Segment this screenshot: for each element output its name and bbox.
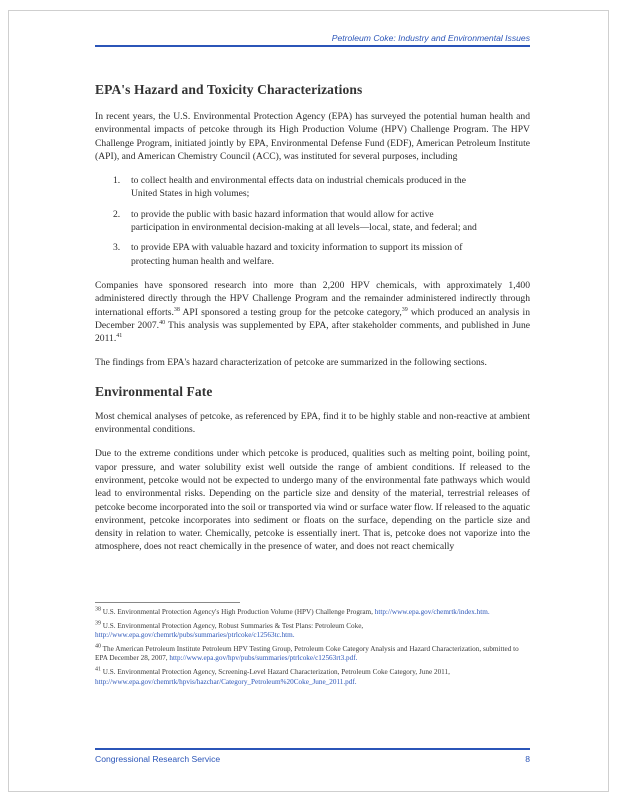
list-item-number: 3.: [113, 242, 121, 254]
footer-organization: Congressional Research Service: [95, 754, 221, 764]
section-heading-hazard: EPA's Hazard and Toxicity Characterizations: [95, 82, 363, 97]
list-item: [113, 208, 530, 235]
paragraph-text: API sponsored a testing group for the petcoke category,: [179, 306, 402, 318]
footnote-link[interactable]: http://www.epa.gov/chemrtk/index.htm.: [374, 608, 490, 616]
footnote-ref[interactable]: 40: [159, 319, 166, 326]
footnotes: [95, 608, 530, 691]
section-heading-environmental-fate: Environmental Fate: [95, 383, 213, 399]
footnote-number: 41: [95, 666, 101, 673]
list-item-number: 1.: [113, 175, 121, 187]
footnote: [95, 622, 530, 641]
footnote-text: U.S. Environmental Protection Agency's High Production Volume (HPV) Challenge Program,: [102, 608, 375, 616]
footnote: [95, 668, 530, 687]
paragraph-text: which produced an analysis in December 2007.: [95, 306, 530, 331]
footnote-number: 39: [95, 620, 101, 627]
footnote: [95, 608, 530, 618]
intro-paragraph: In recent years, the U.S. Environmental Protection Agency (EPA) has surveyed the potential human health and environmental impacts of petcoke through its High Production Volume (HPV) Challenge Program. The HPV Challenge Program, initiated jointly by EPA, Environmental Defense Fund (EDF), American Petroleum Institute (API), and American Chemistry Council (ACC), was instituted for several purposes, including: [95, 111, 530, 162]
list-item-number: 2.: [113, 208, 121, 220]
footnote-ref[interactable]: 39: [401, 306, 408, 313]
page-number: 8: [525, 754, 530, 764]
footnote-number: 38: [95, 606, 101, 613]
footnote-text: The American Petroleum Institute Petroleum HPV Testing Group, Petroleum Coke Category Analysis and Hazard Characterization, submitted to EPA December 28, 2007,: [95, 644, 519, 663]
paragraph-text: Companies have sponsored research into more than 2,200 HPV chemicals, with approximately 1,400 administered directly through the HPV Challenge Program and the remainder administered indirectly through international efforts.: [95, 279, 530, 318]
footnote-rule: [95, 602, 240, 603]
footnote-text: U.S. Environmental Protection Agency, Robust Summaries & Test Plans: Petroleum Coke,: [102, 621, 364, 630]
footer-rule: [95, 748, 530, 750]
list-item-text: to collect health and environmental effects data on industrial chemicals produced in the United States in high volumes;: [131, 175, 466, 200]
footnote-ref[interactable]: 41: [116, 332, 123, 339]
fate-paragraph: Due to the extreme conditions under which petcoke is produced, qualities such as melting point, boiling point, vapor pressure, and water solubility exist well outside the range of ambient conditions. If released to the environment, petcoke would not be expected to undergo many of the environmental fate pathways which would lead to environmental risks. Depending on the particle size and density of the material, terrestrial releases of petcoke become incorporated into the soil or transported via wind or surface water flow. If released to the aquatic environment, petcoke incorporates into sediment or floats on the surface, depending on the particle size and density in relation to water. Chemically, petcoke is essentially inert. That is, petcoke does not vaporize into the atmosphere, does not react chemically in the presence of water, and does not react chemically: [95, 448, 530, 553]
header-rule: [95, 45, 530, 47]
footnote-ref[interactable]: 38: [173, 306, 180, 313]
paragraph-text: This analysis was supplemented by EPA, after stakeholder comments, and published in June 2011.: [95, 319, 530, 345]
list-item: [113, 174, 530, 201]
footnote-link[interactable]: http://www.epa.gov/hpv/pubs/summaries/ptrlcoke/c12563rt3.pdf.: [169, 654, 358, 663]
list-item-text: to provide EPA with valuable hazard and toxicity information to support its mission of protecting human health and welfare.: [131, 242, 463, 267]
running-header: Petroleum Coke: Industry and Environmental Issues: [331, 33, 530, 43]
footnote-link[interactable]: http://www.epa.gov/chemrtk/hpvis/hazchar/Category_Petroleum%20Coke_June_2011.pdf.: [95, 677, 357, 686]
footnote: [95, 645, 530, 664]
page-content: [95, 82, 530, 565]
list-item: [113, 241, 530, 268]
summary-paragraph: The findings from EPA's hazard characterization of petcoke are summarized in the following sections.: [95, 357, 487, 369]
footnote-link[interactable]: http://www.epa.gov/chemrtk/pubs/summaries/ptrlcoke/c12563tc.htm.: [95, 631, 295, 640]
footnote-text: U.S. Environmental Protection Agency, Screening-Level Hazard Characterization, Petroleum Coke Category, June 2011,: [102, 667, 450, 676]
footnote-number: 40: [95, 643, 101, 650]
list-item-text: to provide the public with basic hazard information that would allow for active participation in environmental decision-making at all levels—local, state, and federal; and: [131, 208, 477, 234]
purpose-list: [95, 174, 530, 268]
stability-paragraph: Most chemical analyses of petcoke, as referenced by EPA, find it to be highly stable and non-reactive at ambient environmental conditions.: [95, 410, 530, 436]
hpv-research-paragraph: [95, 279, 530, 345]
